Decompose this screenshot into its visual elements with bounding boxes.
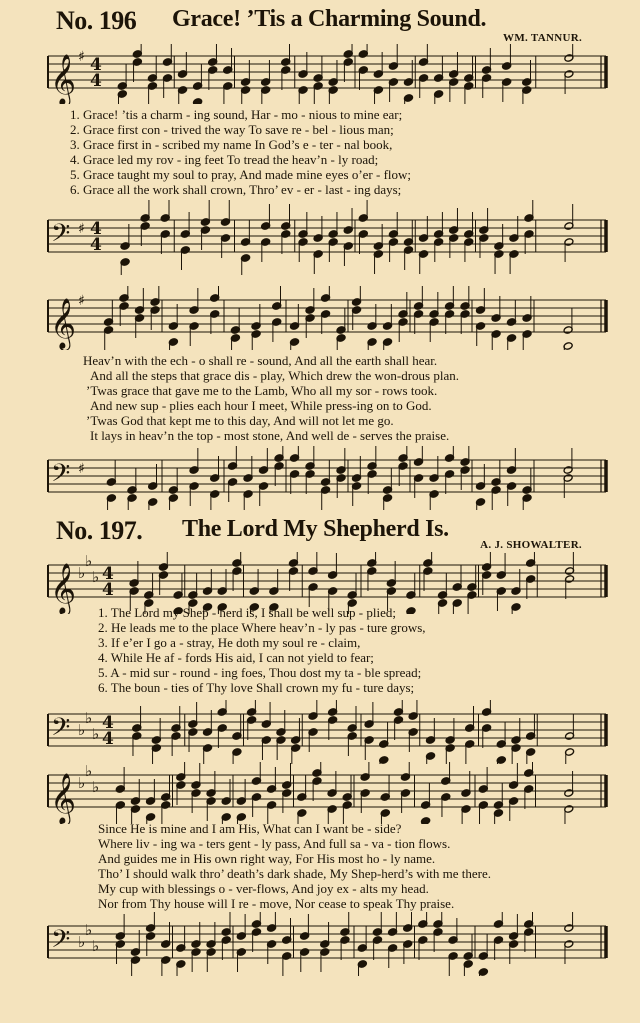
verse-line: ’Twas God that kept me to this day, And will not let me go.: [86, 413, 394, 428]
verse-line: 1. Grace! ’tis a charm - ing sound, Har - mo - nious to mine ear;: [70, 107, 403, 122]
flat-icon: ♭: [92, 568, 100, 586]
hymn-196-header: [0, 2, 640, 44]
flat-icon: ♭: [78, 774, 86, 792]
flat-icon: ♭: [78, 721, 86, 739]
treble-clef-icon: 𝄞: [50, 298, 77, 349]
verse-line: 4. Grace led my rov - ing feet To tread the heav’n - ly road;: [70, 152, 379, 167]
flat-icon: ♭: [92, 725, 100, 743]
verse-line: It lays in heav’n the top - most stone, And well de - serves the praise.: [90, 428, 450, 443]
time-signature-digit: 4: [90, 235, 102, 255]
time-signature-digit: 4: [102, 729, 114, 749]
hymn-196-bass-staff-1: [0, 200, 640, 275]
staff-group: [48, 200, 606, 275]
hymn-number: No. 196: [56, 6, 137, 35]
verse-line: Heav’n with the ech - o shall re - sound, And all the earth shall hear.: [83, 353, 438, 368]
verse-line: 1. The Lord my Shep - herd is, I shall be well sup - plied;: [98, 605, 396, 620]
verse-line: Nor from Thy house will I re - move, Nor cease to speak Thy praise.: [98, 896, 455, 911]
flat-icon: ♭: [78, 933, 86, 951]
verse-line: Since He is mine and I am His, What can I want be - side?: [98, 821, 402, 836]
verse-line: 5. Grace taught my soul to pray, And made mine eyes o’er - flow;: [70, 167, 412, 182]
flat-icon: ♭: [85, 762, 93, 780]
bass-clef-icon: 𝄢: [51, 713, 71, 748]
flat-icon: ♭: [92, 937, 100, 955]
hymn-197-bass-staff-2: [0, 912, 640, 976]
staff-group: [48, 762, 606, 824]
treble-clef-icon: 𝄞: [50, 54, 77, 104]
time-signature-digit: 4: [90, 71, 102, 91]
bass-clef-icon: 𝄢: [51, 459, 71, 494]
sharp-icon: ♯: [78, 293, 85, 309]
flat-icon: ♭: [85, 921, 93, 939]
staff-group: [48, 912, 606, 976]
hymn-title: Grace! ’Tis a Charming Sound.: [172, 6, 487, 32]
bass-clef-icon: 𝄢: [51, 219, 71, 254]
time-signature-digit: 4: [102, 564, 114, 584]
hymn-196-bass-staff-2: [0, 446, 640, 510]
treble-clef-icon: 𝄞: [50, 563, 77, 614]
staff-group: [48, 44, 606, 104]
hymn-number: No. 197.: [56, 516, 143, 545]
verse-line: 6. The boun - ties of Thy love Shall crown my fu - ture days;: [98, 680, 415, 695]
verse-line: Tho’ I should walk thro’ death’s dark shade, My Shep-herd’s with me there.: [98, 866, 492, 881]
verse-line: And new sup - plies each hour I meet, While press-ing on to God.: [90, 398, 432, 413]
verse-line: 3. Grace first in - scribed my name In God’s e - ter - nal book,: [70, 137, 393, 152]
hymn-197-bass-staff-1: [0, 700, 640, 764]
verse-line: ’Twas grace that gave me to the Lamb, Who all my sor - rows took.: [86, 383, 438, 398]
verse-line: 3. If e’er I go a - stray, He doth my soul re - claim,: [98, 635, 361, 650]
time-signature-digit: 4: [102, 713, 114, 733]
composer: WM. TANNUR.: [503, 32, 582, 44]
verse-line: 5. A - mid sur - round - ing foes, Thou dost my ta - ble spread;: [98, 665, 422, 680]
sharp-icon: ♯: [78, 221, 85, 237]
verse-line: Where liv - ing wa - ters gent - ly pass, And full sa - va - tion flows.: [98, 836, 451, 851]
verse-line: And all the steps that grace dis - play, Which drew the won-drous plan.: [90, 368, 459, 383]
staff-group: [48, 286, 606, 350]
verse-line: And guides me in His own right way, For His most ho - ly name.: [98, 851, 436, 866]
verse-line: 4. While He af - fords His aid, I can not yield to fear;: [98, 650, 374, 665]
staff-group: [48, 446, 606, 510]
time-signature-digit: 4: [90, 55, 102, 75]
hymn-197-header: [0, 512, 640, 551]
flat-icon: ♭: [92, 778, 100, 796]
hymn-196-treble-staff-1: [0, 44, 640, 104]
flat-icon: ♭: [85, 709, 93, 727]
verse-line: 2. He leads me to the place Where heav’n - ly pas - ture grows,: [98, 620, 426, 635]
flat-icon: ♭: [78, 564, 86, 582]
hymn-196-treble-staff-2: [0, 286, 640, 350]
sharp-icon: ♯: [78, 461, 85, 477]
hymn-197-treble-staff-2: [0, 762, 640, 824]
verse-line: 2. Grace first con - trived the way To save re - bel - lious man;: [70, 122, 394, 137]
hymn-title: The Lord My Shepherd Is.: [182, 516, 449, 542]
time-signature-digit: 4: [90, 219, 102, 239]
bass-clef-icon: 𝄢: [51, 925, 71, 960]
flat-icon: ♭: [85, 552, 93, 570]
time-signature-digit: 4: [102, 580, 114, 600]
verse-line: My cup with blessings o - ver-flows, And joy ex - alts my head.: [98, 881, 429, 896]
treble-clef-icon: 𝄞: [50, 773, 77, 824]
composer: A. J. SHOWALTER.: [480, 539, 582, 551]
sharp-icon: ♯: [78, 49, 85, 65]
verse-line: 6. Grace all the work shall crown, Thro’ ev - er - last - ing days;: [70, 182, 402, 197]
staff-group: [48, 700, 606, 764]
